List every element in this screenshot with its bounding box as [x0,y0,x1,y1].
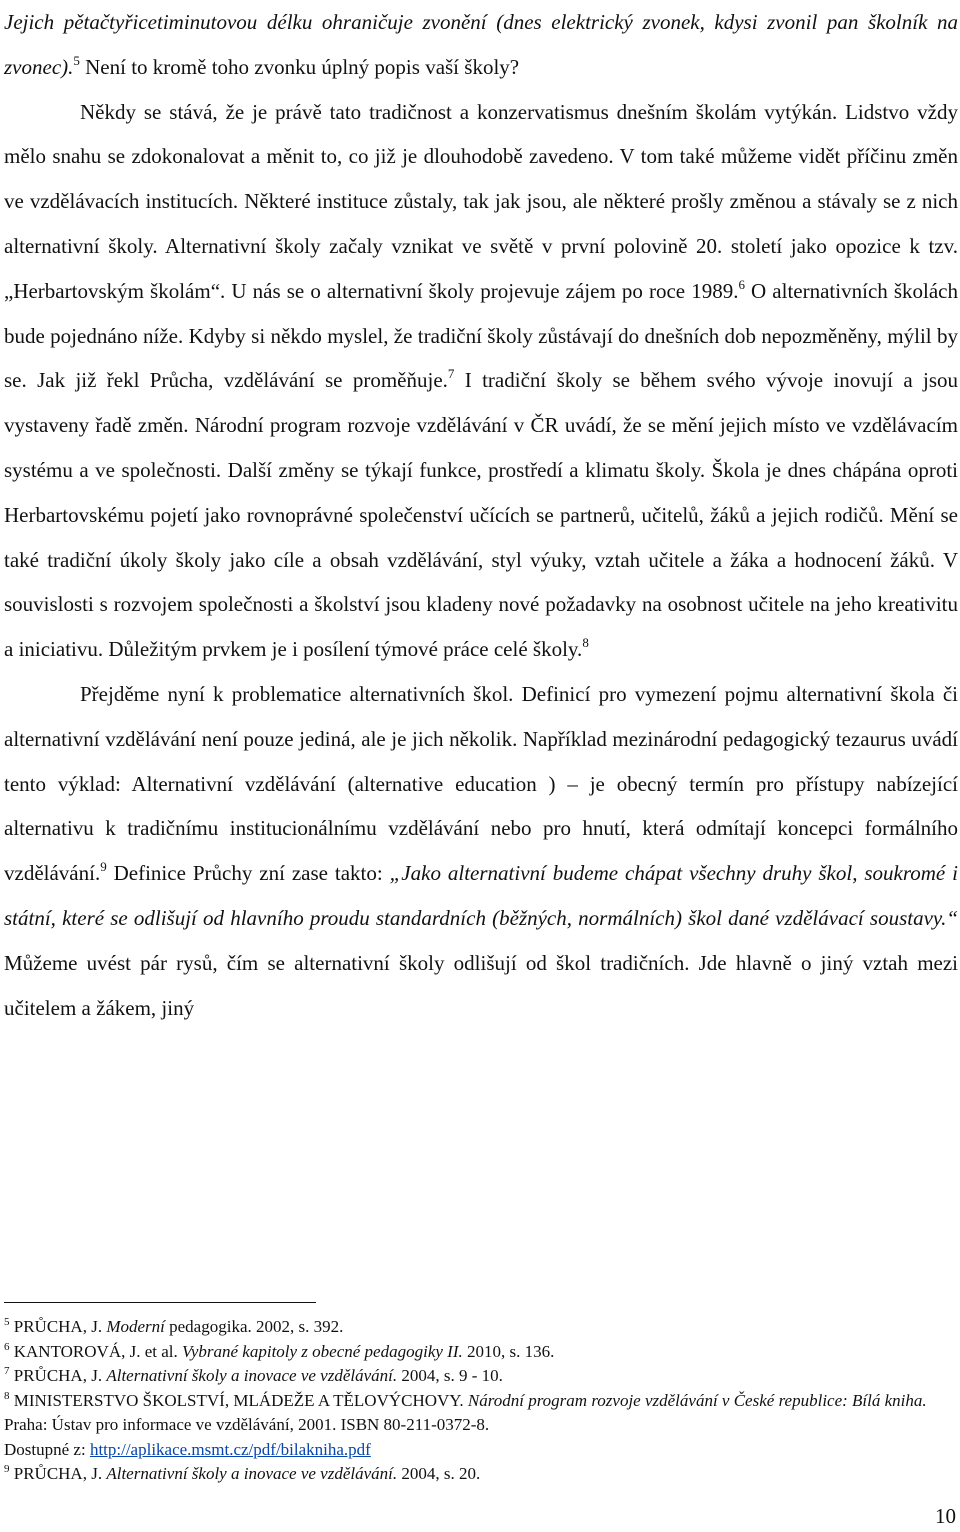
footnote-separator [4,1302,316,1303]
footnote-title: Moderní [106,1317,165,1336]
footnote-details: . 2002, s. 392. [247,1317,344,1336]
footnote-number: 8 [4,1389,10,1402]
footnote-title-rest: pedagogika [164,1317,248,1336]
footnote-author: PRŮCHA, J. [9,1464,107,1483]
paragraph-2-text-1: Někdy se stává, že je právě tato tradičnost a konzervatismus dnešním školám vytýkán. Lidstvo vždy mělo snahu se zdokonalovat a měnit to, co již je dlouhodobě zavedeno. V tom také můžeme vidět příčinu změn ve vzdělávacích institucích. Některé instituce zůstaly, tak jak jsou, ale některé prošly změnou a stávaly se z nich alternativní školy. Alternativní školy začaly vznikat ve světě v první polovině 20. století jako opozice k tzv. „Herbartovským školám“. U nás se o alternativní školy projevuje zájem po roce 1989. [4,99,958,303]
footnote-author: PRŮCHA, J. [9,1317,107,1336]
footnote-ref-7: 7 [447,366,455,382]
footnote-number: 5 [4,1316,10,1328]
paragraph-1-text: Není to kromě toho zvonku úplný popis vaší školy? [79,54,520,79]
footnote-number: 6 [4,1340,10,1353]
footnote-6 [4,1340,958,1365]
footnote-title: Vybrané kapitoly z obecné pedagogiky II. [182,1341,463,1361]
footnote-ref-6: 6 [738,276,745,292]
paragraph-3-text-2: Definice Průchy zní zase takto: [106,861,390,886]
paragraph-3-text-1: Přejděme nyní k problematice alternativních škol. Definicí pro vymezení pojmu alternativní škola či alternativní vzdělávání není pouze jediná, ale je jich několik. Například mezinárodní pedagogický tezaurus uvádí tento výklad: Alternativní vzdělávání (alternative education ) – je obecný termín pro přístupy nabízející alternativu k tradičnímu institucionálnímu vzdělávání nebo pro hnutí, která odmítají koncepci formálního vzdělávání. [4,681,958,886]
footnote-title: Alternativní školy a inovace ve vzdělávání. [106,1366,398,1385]
footnote-ref-9: 9 [100,859,107,875]
paragraph-2-text-3: I tradiční školy se během svého vývoje inovují a jsou vystaveny řadě změn. Národní program rozvoje vzdělávání v ČR uvádí, že se mění jejich místo ve vzdělávacím systému a ve společnosti. Další změny se týkají funkce, prostředí a klimatu školy. Škola je dnes chápána oproti Herbartovskému pojetí jako rovnoprávné společenství učících se partnerů, učitelů, žáků a jejich rodičů. Mění se také tradiční úkoly školy jako cíle a obsah vzdělávání, styl výuky, vztah učitele a žáka a hodnocení žáků. V souvislosti s rozvojem společnosti a školství jsou kladeny nové požadavky na osobnost učitele na jeho kreativitu a iniciativu. Důležitým prvkem je i posílení týmové práce celé školy. [4,368,959,662]
footnotes [4,1302,958,1487]
footnote-details: 2004, s. 20. [397,1464,481,1483]
page-number: 10 [935,1504,956,1528]
paragraph-3-text-3: Můžeme uvést pár rysů, čím se alternativní školy odlišují od škol tradičních. Jde hlavně o jiný vztah mezi učitelem a žákem, jiný [4,950,958,1020]
footnote-9 [4,1462,958,1487]
footnote-number: 9 [4,1463,10,1475]
footnote-ref-5: 5 [73,52,80,68]
footnote-author: KANTOROVÁ, J. et al. [9,1341,183,1361]
paragraph-1 [4,0,958,90]
paragraph-1-italic-text: Jejich pětačtyřicetiminutovou délku ohraničuje zvonění (dnes elektrický zvonek, kdysi zvonil pan školník na zvonec). [4,10,958,79]
footnote-details: Praha: Ústav pro informace ve vzdělávání, 2001. ISBN 80-211-0372-8. [4,1415,490,1434]
paragraph-3 [4,672,958,1030]
footnote-8 [4,1389,958,1463]
paragraph-2 [4,90,958,672]
page-body [4,0,958,1030]
footnote-author: MINISTERSTVO ŠKOLSTVÍ, MLÁDEŽE A TĚLOVÝCHOVY. [9,1390,468,1410]
footnote-available-label: Dostupné z: [4,1439,90,1459]
footnote-5 [4,1315,958,1340]
prucha-definition-quote: „Jako alternativní budeme chápat všechny druhy škol, soukromé i státní, které se odlišují od hlavního proudu standardních (běžných, normálních) škol dané vzdělávací soustavy.“ [4,861,958,930]
footnote-ref-8: 8 [582,635,589,651]
footnote-number: 7 [4,1365,10,1377]
footnote-title: Alternativní školy a inovace ve vzdělávání. [106,1464,398,1483]
footnote-7 [4,1364,958,1389]
footnote-details: 2010, s. 136. [462,1341,555,1361]
footnote-details: 2004, s. 9 - 10. [397,1366,503,1385]
footnote-author: PRŮCHA, J. [9,1366,107,1385]
footnote-title: Národní program rozvoje vzdělávání v České republice: Bílá kniha. [467,1390,927,1410]
paragraph-2-text-2: O alternativních školách bude pojednáno níže. Kdyby si někdo myslel, že tradiční školy zůstávají do dnešních dob nepozměněny, mýlil by se. Jak již řekl Průcha, vzdělávání se proměňuje. [4,278,959,393]
msmt-bila-kniha-link[interactable]: http://aplikace.msmt.cz/pdf/bilakniha.pdf [89,1439,371,1459]
